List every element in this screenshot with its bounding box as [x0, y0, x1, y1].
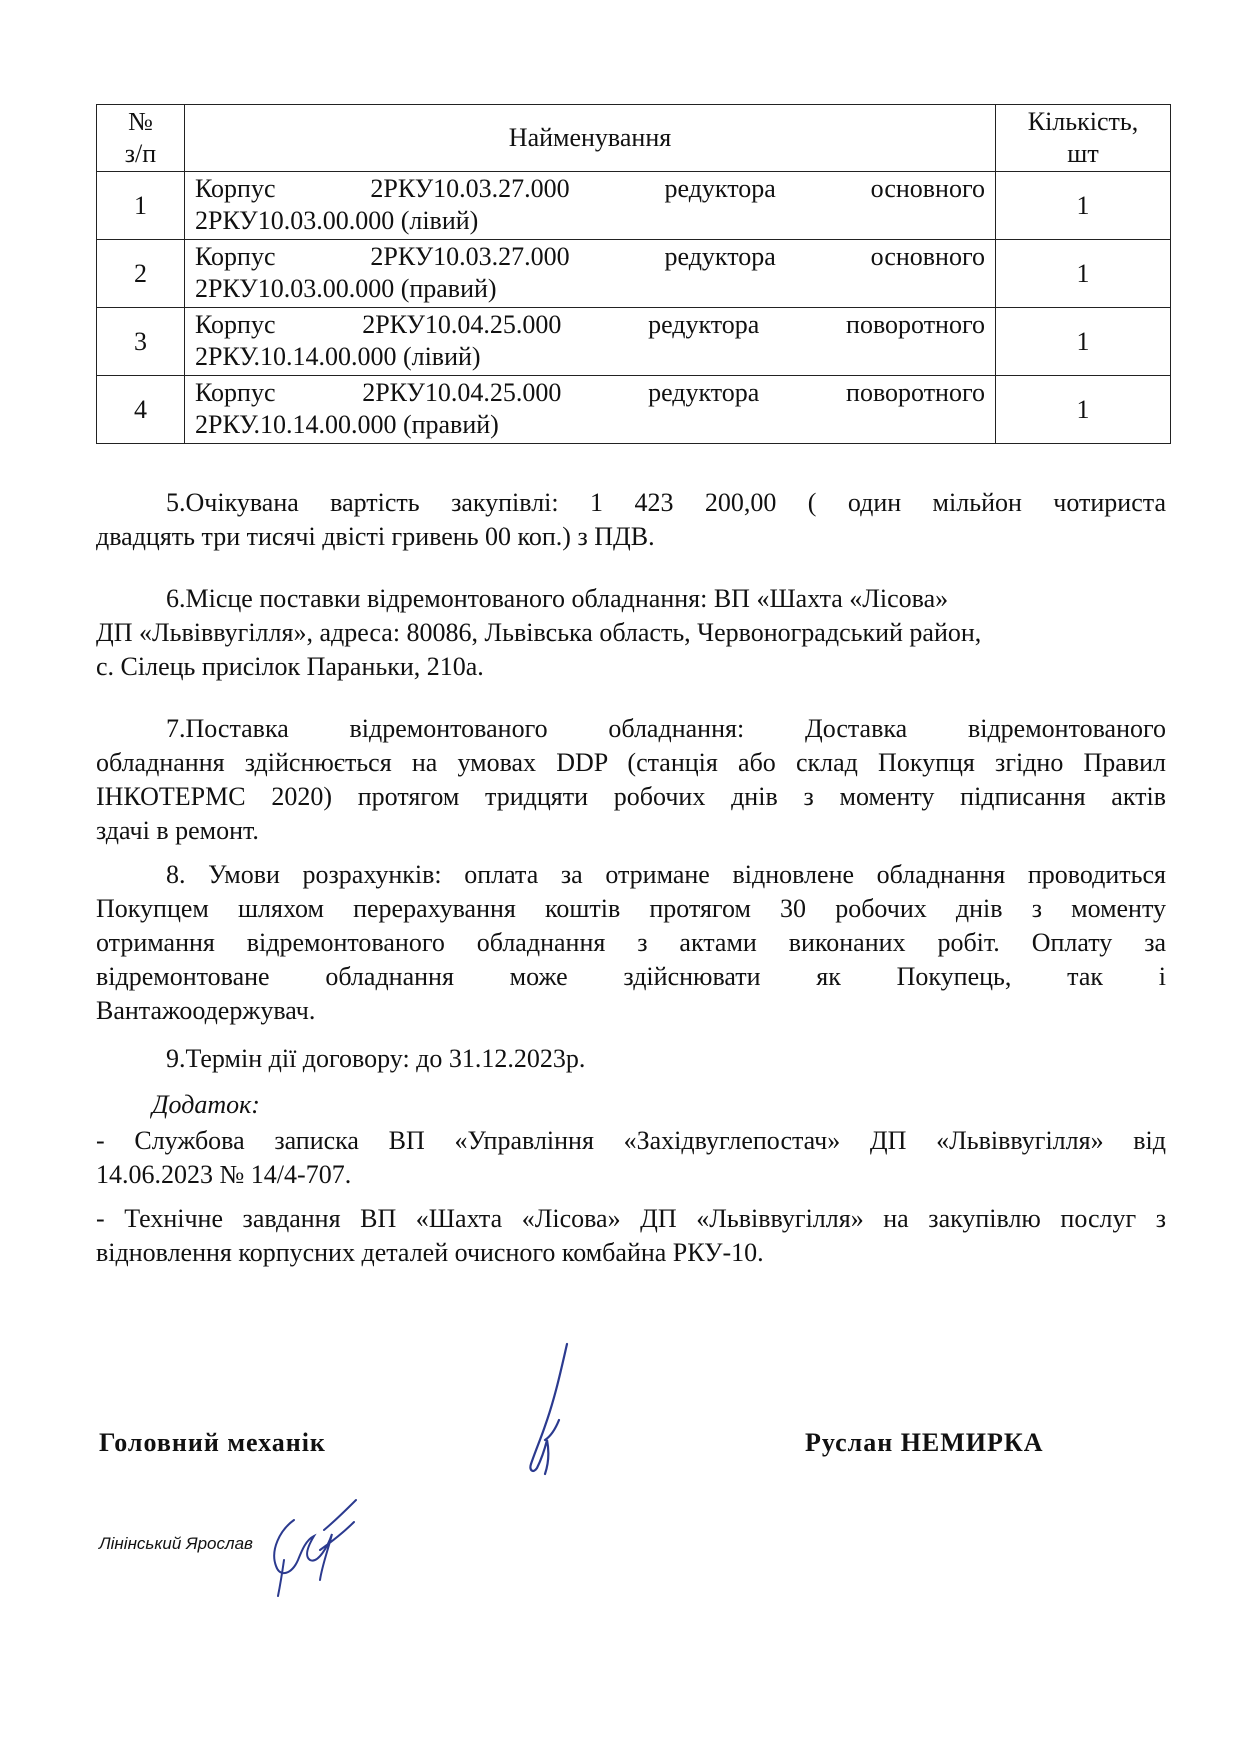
- table-row: [97, 172, 1171, 240]
- addendum-item-spec: - Технічне завдання ВП «Шахта «Лісова» ДП «Львіввугілля» на закупівлю послуг з відновлення корпусних деталей очисного комбайна РКУ-10.: [96, 1204, 1166, 1267]
- row-quantity: 1: [996, 172, 1171, 240]
- header-number: № з/п: [97, 105, 185, 172]
- section-9-contract-term: 9.Термін дії договору: до 31.12.2023р.: [166, 1044, 586, 1073]
- handwritten-signature: [515, 1340, 585, 1490]
- row-quantity: 1: [996, 240, 1171, 308]
- executor-initials-signature: [262, 1490, 362, 1600]
- section-8-payment-terms: 8. Умови розрахунків: оплата за отримане відновлене обладнання проводиться Покупцем шляхом перерахування коштів протягом 30 робочих днів з моменту отримання відремонтованого обладнання з актами виконаних робіт. Оплату за відремонтоване обладнання може здійснювати як Покупець, так і Вантажоодержувач.: [96, 860, 1166, 1025]
- row-number: 4: [97, 376, 185, 444]
- signatory-name: Руслан НЕМИРКА: [805, 1428, 1044, 1457]
- row-number: 3: [97, 308, 185, 376]
- row-quantity: 1: [996, 376, 1171, 444]
- row-number: 1: [97, 172, 185, 240]
- row-name: Корпус 2РКУ10.03.27.000 редуктора основного 2РКУ10.03.00.000 (правий): [185, 240, 996, 308]
- section-7-delivery-terms: 7.Поставка відремонтованого обладнання: Доставка відремонтованого обладнання здійснюється на умовах DDP (станція або склад Покупця згідно Правил ІНКОТЕРМС 2020) протягом тридцяти робочих днів з моменту підписання актів здачі в ремонт.: [96, 714, 1166, 845]
- header-quantity: Кількість, шт: [996, 105, 1171, 172]
- table-header-row: [97, 105, 1171, 172]
- signatory-role: Головний механік: [99, 1428, 326, 1457]
- table-row: [97, 376, 1171, 444]
- row-quantity: 1: [996, 308, 1171, 376]
- addendum-title: Додаток:: [152, 1090, 260, 1119]
- header-name: Найменування: [185, 105, 996, 172]
- section-6-delivery-place: 6.Місце поставки відремонтованого обладнання: ВП «Шахта «Лісова» ДП «Львіввугілля», адреса: 80086, Львівська область, Червоноградський район, с. Сілець присілок Параньки, 210а.: [96, 584, 982, 681]
- table-row: [97, 308, 1171, 376]
- equipment-table: [96, 104, 1171, 444]
- row-name: Корпус 2РКУ10.04.25.000 редуктора поворотного 2РКУ.10.14.00.000 (правий): [185, 376, 996, 444]
- row-name: Корпус 2РКУ10.03.27.000 редуктора основного 2РКУ10.03.00.000 (лівий): [185, 172, 996, 240]
- row-number: 2: [97, 240, 185, 308]
- section-5-cost: 5.Очікувана вартість закупівлі: 1 423 200,00 ( один мільйон чотириста двадцять три тисячі двісті гривень 00 коп.) з ПДВ.: [96, 488, 1166, 551]
- row-name: Корпус 2РКУ10.04.25.000 редуктора поворотного 2РКУ.10.14.00.000 (лівий): [185, 308, 996, 376]
- table-row: [97, 240, 1171, 308]
- executor-name: Лінінський Ярослав: [99, 1534, 253, 1553]
- addendum-item-memo: - Службова записка ВП «Управління «Західвуглепостач» ДП «Львіввугілля» від 14.06.2023 № 14/4-707.: [96, 1126, 1166, 1189]
